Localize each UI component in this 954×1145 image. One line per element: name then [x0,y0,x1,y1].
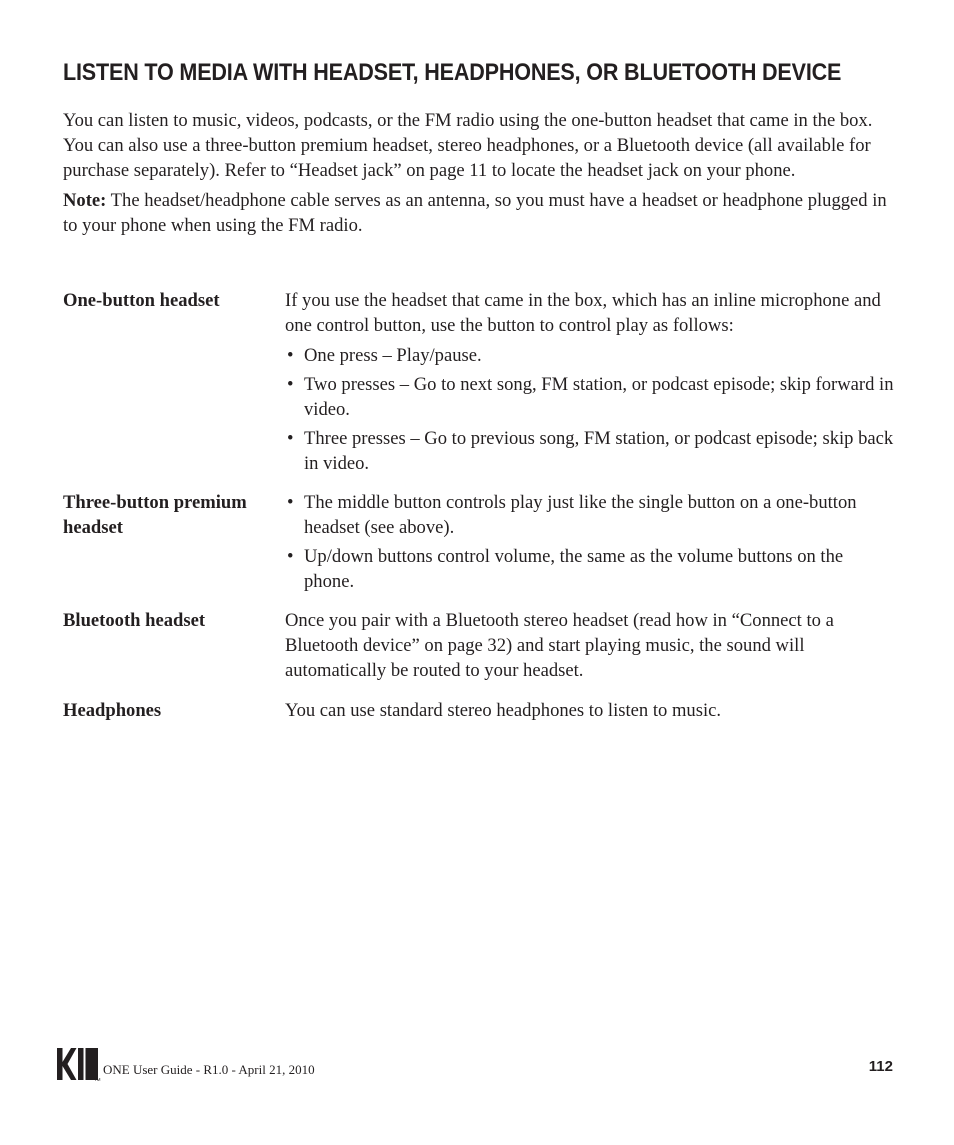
feature-description [285,288,895,480]
feature-description-text: Once you pair with a Bluetooth stereo headset (read how in “Connect to a Bluetooth device” on page 32) and start playing music, the sound will automatically be routed to your headset. [285,610,834,681]
bullet-text: The middle button controls play just like the single button on a one-button headset (see above). [304,492,857,538]
page-title: LISTEN TO MEDIA WITH HEADSET, HEADPHONES, OR BLUETOOTH DEVICE [63,59,842,86]
kin-logo-icon [57,1046,101,1082]
note-text: The headset/headphone cable serves as an antenna, so you must have a headset or headphone plugged in to your phone when using the FM radio. [63,190,887,236]
bullet-dot-icon: • [287,428,294,449]
bullet-dot-icon: • [287,374,294,395]
bullet-item [285,544,895,594]
feature-term: Three-button premium headset [63,492,247,538]
bullet-text: Up/down buttons control volume, the same as the volume buttons on the phone. [304,546,844,592]
bullet-item [285,490,895,540]
svg-text:TM: TM [94,1077,101,1082]
feature-description [285,608,895,688]
bullet-list [285,490,895,594]
feature-description-text: You can use standard stereo headphones to listen to music. [285,700,722,721]
feature-description-text: If you use the headset that came in the box, which has an inline microphone and one control button, use the button to control play as follows: [285,290,881,336]
page-footer [57,1046,893,1086]
feature-row-one-button-headset [63,288,895,480]
feature-row-headphones [63,698,895,728]
bullet-list [285,343,895,476]
bullet-text: Three presses – Go to previous song, FM station, or podcast episode; skip back in video. [304,428,894,474]
bullet-dot-icon: • [287,546,294,567]
bullet-dot-icon: • [287,345,294,366]
feature-term: One-button headset [63,290,220,311]
footer-guide-text: ONE User Guide - R1.0 - April 21, 2010 [103,1062,315,1077]
feature-description [285,698,895,728]
feature-description [285,490,895,598]
bullet-dot-icon: • [287,492,294,513]
feature-row-bluetooth-headset [63,608,895,688]
intro-paragraph: You can listen to music, videos, podcasts, or the FM radio using the one-button headset that came in the box. You can also use a three-button premium headset, stereo headphones, or a Bluetooth device (all available for purchase separately). Refer to “Headset jack” on page 11 to locate the headset jack on your phone. [63,110,873,181]
intro-section [63,108,895,243]
bullet-item [285,426,895,476]
feature-table [63,288,895,738]
note-paragraph [63,188,895,238]
bullet-item [285,343,895,368]
bullet-text: Two presses – Go to next song, FM station, or podcast episode; skip forward in video. [304,374,894,420]
page-number: 112 [868,1058,893,1075]
feature-row-three-button-headset [63,490,895,598]
bullet-text: One press – Play/pause. [304,345,482,366]
feature-term: Bluetooth headset [63,610,206,631]
bullet-item [285,372,895,422]
note-label: Note: [63,190,107,211]
feature-term: Headphones [63,700,162,721]
